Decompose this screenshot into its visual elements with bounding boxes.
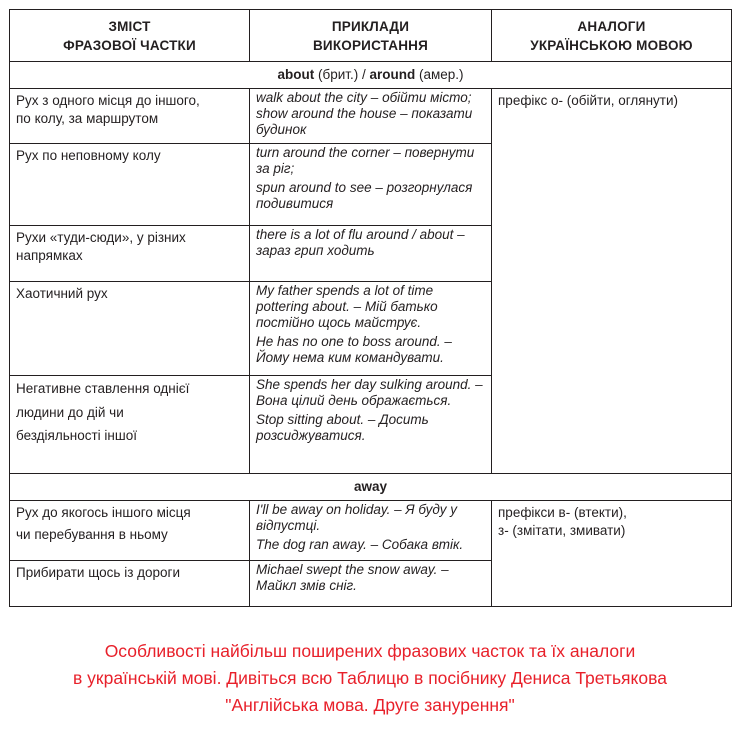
examples-cell: My father spends a lot of time pottering about. – Мій батько постійно щось майструє. He has no one to boss around. – Йому нема ким командувати. bbox=[250, 282, 492, 376]
table-row bbox=[10, 501, 732, 561]
analog-cell: префікс о- (обійти, оглянути) bbox=[492, 89, 732, 474]
header-analogs: АНАЛОГИ УКРАЇНСЬКОЮ МОВОЮ bbox=[492, 10, 732, 62]
phrasal-particles-table bbox=[9, 9, 732, 607]
meaning-cell: Хаотичний рух bbox=[10, 282, 250, 376]
meaning-cell: Рух з одного місця до іншого, по колу, за маршрутом bbox=[10, 89, 250, 144]
section-title-away: away bbox=[10, 474, 732, 501]
header-row bbox=[10, 10, 732, 62]
meaning-cell: Рух до якогось іншого місця чи перебування в ньому bbox=[10, 501, 250, 561]
section-title-row bbox=[10, 62, 732, 89]
examples-cell: turn around the corner – повернути за ріг; spun around to see – розгорнулася подивитися bbox=[250, 144, 492, 226]
meaning-cell: Негативне ставлення однієї людини до дій чи бездіяльності іншої bbox=[10, 376, 250, 474]
header-examples: ПРИКЛАДИ ВИКОРИСТАННЯ bbox=[250, 10, 492, 62]
examples-cell: walk about the city – обійти місто; show around the house – показати будинок bbox=[250, 89, 492, 144]
header-meaning: ЗМІСТ ФРАЗОВОЇ ЧАСТКИ bbox=[10, 10, 250, 62]
meaning-cell: Рух по неповному колу bbox=[10, 144, 250, 226]
section-title-row bbox=[10, 474, 732, 501]
meaning-cell: Прибирати щось із дороги bbox=[10, 561, 250, 607]
examples-cell: there is a lot of flu around / about – зараз грип ходить bbox=[250, 226, 492, 282]
meaning-cell: Рухи «туди-сюди», у різних напрямках bbox=[10, 226, 250, 282]
analog-cell: префікси в- (втекти), з- (змітати, змивати) bbox=[492, 501, 732, 607]
caption: Особливості найбільш поширених фразових часток та їх аналоги в українській мові. Дивіться всю Таблицю в посібнику Дениса Третьякова "Англійська мова. Друге занурення" bbox=[73, 641, 667, 715]
examples-cell: I'll be away on holiday. – Я буду у відпустці. The dog ran away. – Собака втік. bbox=[250, 501, 492, 561]
examples-cell: Michael swept the snow away. – Майкл змів сніг. bbox=[250, 561, 492, 607]
table-row bbox=[10, 89, 732, 144]
examples-cell: She spends her day sulking around. – Вона цілий день ображається. Stop sitting about. – Досить розсиджуватися. bbox=[250, 376, 492, 474]
section-title-about: about (брит.) / around (амер.) bbox=[10, 62, 732, 89]
